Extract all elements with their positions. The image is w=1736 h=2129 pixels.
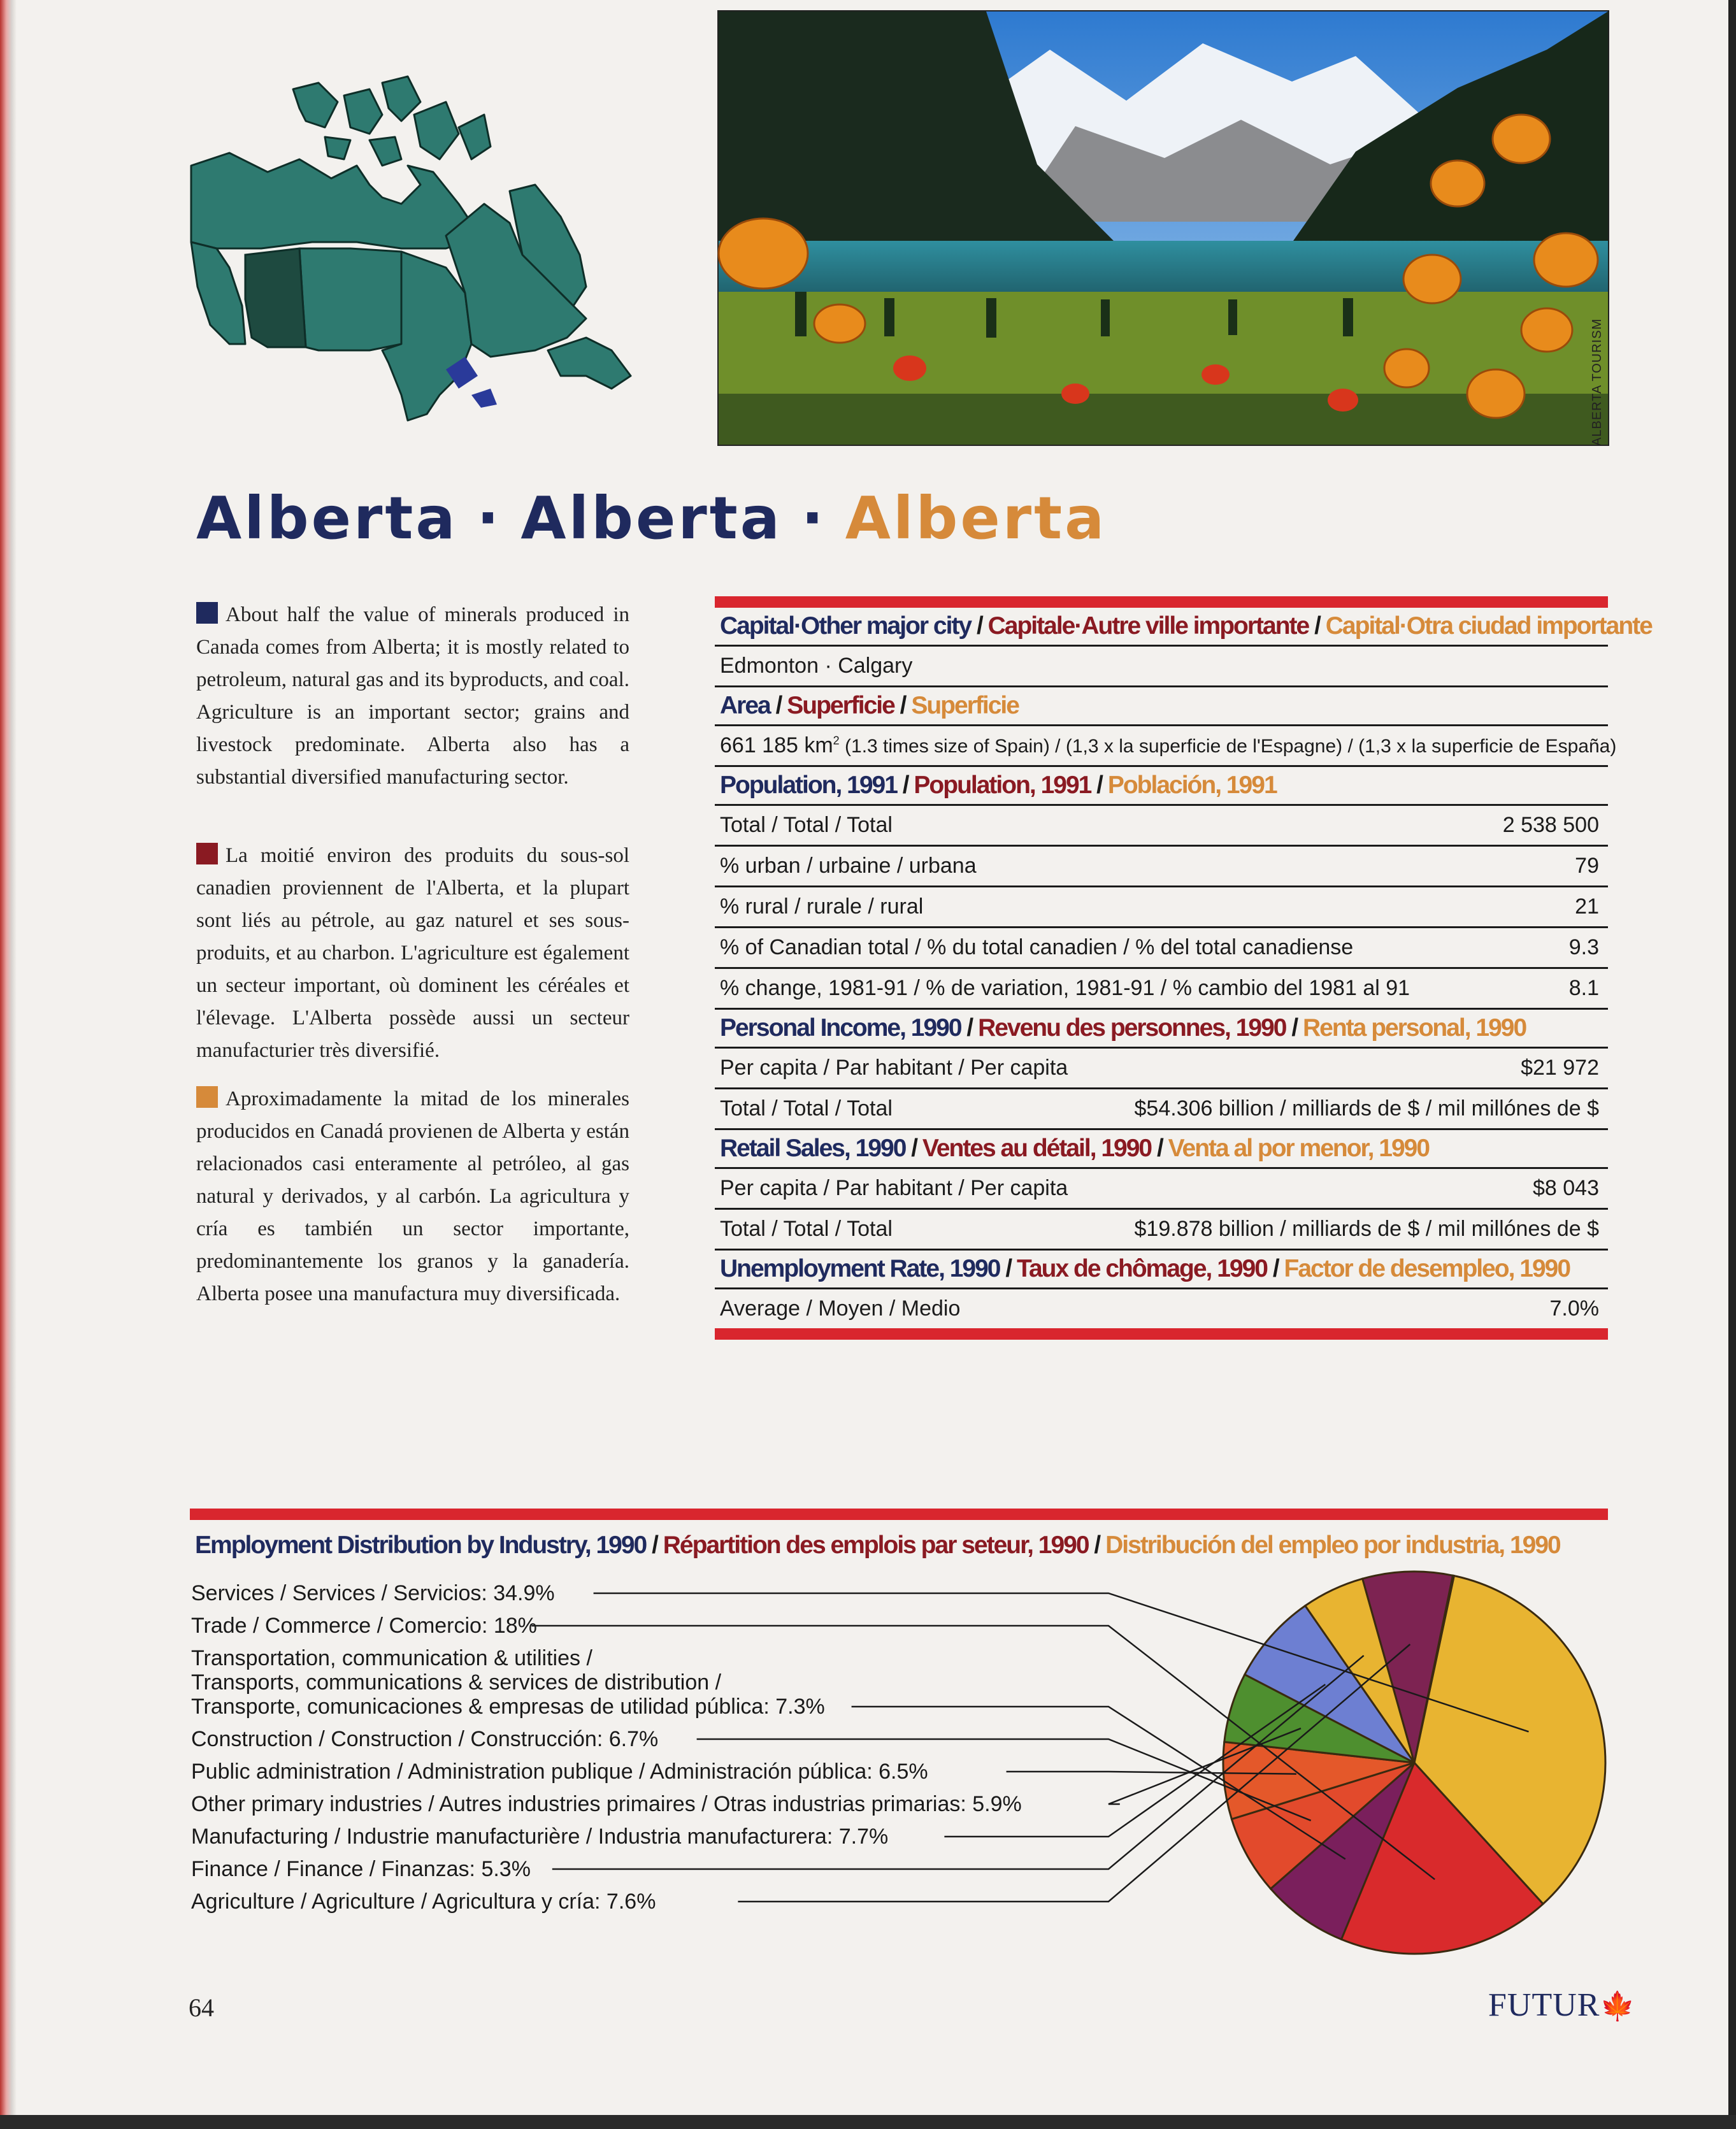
table-row: Total / Total / Total $54.306 billion / milliards de $ / mil millónes de $ bbox=[715, 1089, 1608, 1130]
table-bottom-bar bbox=[715, 1328, 1608, 1340]
bullet-square-icon bbox=[196, 602, 218, 624]
pie-label: Transports, communications & services de distribution / bbox=[191, 1670, 722, 1695]
population-header: Population, 1991 / Population, 1991 / Población, 1991 bbox=[715, 767, 1608, 806]
facts-table bbox=[715, 596, 1652, 1340]
map-arctic-islands bbox=[293, 76, 491, 166]
table-row: Per capita / Par habitant / Per capita $21 972 bbox=[715, 1049, 1608, 1089]
pie-label: Transportation, communication & utilities / bbox=[191, 1646, 592, 1670]
table-row: % urban / urbaine / urbana 79 bbox=[715, 847, 1608, 887]
unemployment-header: Unemployment Rate, 1990 / Taux de chômage, 1990 / Factor de desempleo, 1990 bbox=[715, 1251, 1608, 1289]
pie-label: Transporte, comunicaciones & empresas de utilidad pública: 7.3% bbox=[191, 1695, 825, 1719]
pie-label: Public administration / Administration publique / Administración pública: 6.5% bbox=[191, 1760, 928, 1784]
title-separator: · bbox=[477, 484, 502, 552]
paragraph-english bbox=[196, 599, 629, 794]
pie-label: Construction / Construction / Construcción: 6.7% bbox=[191, 1727, 659, 1751]
table-row: Total / Total / Total 2 538 500 bbox=[715, 806, 1608, 847]
table-row: % of Canadian total / % du total canadien / % del total canadiense 9.3 bbox=[715, 928, 1608, 969]
page-title bbox=[196, 484, 1470, 554]
bullet-square-icon bbox=[196, 1086, 218, 1108]
table-row bbox=[715, 726, 1617, 767]
table-row: Per capita / Par habitant / Per capita $8 043 bbox=[715, 1169, 1608, 1210]
paragraph-english-text: About half the value of minerals produced in Canada comes from Alberta; it is mostly related to petroleum, natural gas and its byproducts, and coal. Agriculture is an important sector; grains and livestock predominate. Alberta also has a substantial diversified manufacturing sector. bbox=[196, 603, 629, 789]
table-row bbox=[715, 647, 1608, 687]
map-northern-territories bbox=[191, 153, 471, 248]
retail-header: Retail Sales, 1990 / Ventes au détail, 1990 / Venta al por menor, 1990 bbox=[715, 1130, 1608, 1169]
employment-top-bar bbox=[190, 1509, 1608, 1520]
pie-label: Trade / Commerce / Comercio: 18% bbox=[191, 1614, 537, 1638]
map-bc bbox=[191, 242, 245, 344]
paragraph-french-text: La moitié environ des produits du sous-sol canadien proviennent de l'Alberta, et la plupart sont liés au pétrole, au gaz naturel et ses sous-produits, et au charbon. L'agriculture est également un secteur important, où dominent les céréales et l'élevage. L'Alberta possède aussi un secteur manufacturier très diversifié. bbox=[196, 844, 629, 1062]
income-header: Personal Income, 1990 / Revenu des personnes, 1990 / Renta personal, 1990 bbox=[715, 1010, 1608, 1049]
title-spanish: Alberta bbox=[845, 484, 1107, 552]
pie-label: Other primary industries / Autres industries primaires / Otras industrias primarias: 5.9% bbox=[191, 1792, 1022, 1816]
table-row: % change, 1981-91 / % de variation, 1981-91 / % cambio del 1981 al 91 8.1 bbox=[715, 969, 1608, 1010]
map-saskatchewan-manitoba bbox=[299, 248, 408, 350]
title-separator: · bbox=[801, 484, 826, 552]
photo-credit bbox=[1590, 408, 1628, 446]
pie-label: Agriculture / Agriculture / Agricultura y cría: 7.6% bbox=[191, 1889, 656, 1914]
map-maritimes bbox=[548, 338, 631, 389]
pie-label: Manufacturing / Industrie manufacturière / Industria manufacturera: 7.7% bbox=[191, 1824, 889, 1849]
capital-header: Capital·Other major city / Capitale·Autre ville importante / Capital·Otra ciudad importante bbox=[715, 608, 1608, 647]
employment-pie-chart bbox=[0, 1567, 1736, 1975]
table-row: Total / Total / Total $19.878 billion / milliards de $ / mil millónes de $ bbox=[715, 1210, 1608, 1251]
map-alberta bbox=[245, 248, 306, 347]
area-value: 661 185 $km^2$ (1.3 times size of Spain) / (1,3 x la superficie de l'Espagne) / (1,3 x la superficie de España) bbox=[720, 733, 1617, 757]
canada-map bbox=[191, 76, 675, 446]
scan-bottom-edge bbox=[0, 2115, 1736, 2129]
page-number: 64 bbox=[189, 1993, 214, 2022]
area-header: Area / Superficie / Superficie bbox=[715, 687, 1608, 726]
pie-label: Finance / Finance / Finanzas: 5.3% bbox=[191, 1857, 531, 1881]
employment-title: Employment Distribution by Industry, 1990 / Répartition des emplois par seteur, 1990 / Distribución del empleo por industria, 1990 bbox=[195, 1531, 1560, 1559]
table-top-bar bbox=[715, 596, 1608, 608]
paragraph-french bbox=[196, 840, 629, 1067]
paragraph-spanish bbox=[196, 1083, 629, 1310]
pie-label: Services / Services / Servicios: 34.9% bbox=[191, 1581, 555, 1605]
paragraph-spanish-text: Aproximadamente la mitad de los minerales producidos en Canadá provienen de Alberta y están relacionados casi enteramente al petróleo, al gas natural y derivados, y al carbón. La agricultura y cría es también un sector importante, predominantemente los granos y la ganadería. Alberta posee una manufactura muy diversificada. bbox=[196, 1087, 629, 1305]
bullet-square-icon bbox=[196, 843, 218, 864]
maple-leaf-icon: 🍁 bbox=[1600, 1991, 1636, 2022]
table-row: Average / Moyen / Medio 7.0% bbox=[720, 1296, 1599, 1321]
title-english: Alberta bbox=[196, 484, 458, 552]
brand-logo: FUTUR🍁 bbox=[1488, 1987, 1636, 2023]
table-row: % rural / rurale / rural 21 bbox=[715, 887, 1608, 928]
lake-louise-photo bbox=[717, 10, 1609, 446]
capital-value: Edmonton · Calgary bbox=[720, 654, 913, 678]
title-french: Alberta bbox=[520, 484, 782, 552]
